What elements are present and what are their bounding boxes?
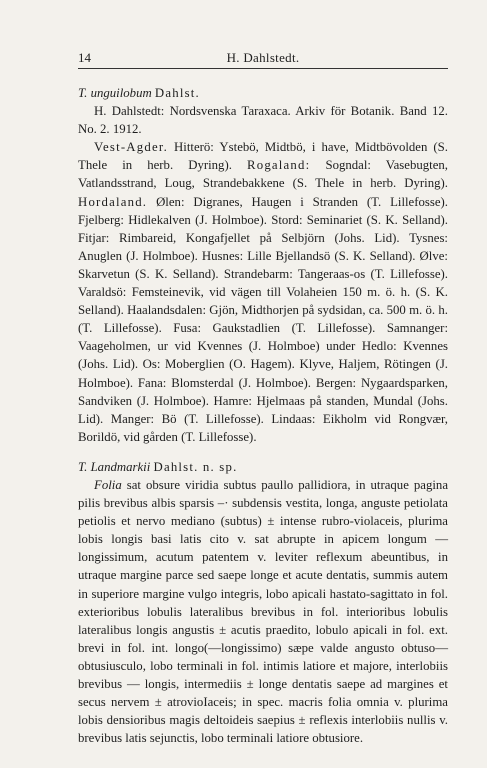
region-name: Rogaland: [246, 158, 311, 173]
running-title: H. Dahlstedt. [226, 50, 300, 65]
locality-text: Hitterö: Ystebö, Midtbö, i have, Midtbövolden (S. Thele in herb. Dyring). [78, 140, 448, 173]
region-name: Hordaland. [78, 194, 148, 209]
species-name: T. unguilobum [78, 86, 152, 100]
region-name: Vest-Agder. [94, 140, 168, 155]
description-lead: Folia [94, 477, 122, 492]
species-heading [78, 458, 448, 476]
species-heading [78, 84, 448, 102]
species-reference: H. Dahlstedt: Nordsvenska Taraxaca. Arkiv för Botanik. Band 12. No. 2. 1912. [78, 104, 448, 137]
body-text [78, 84, 448, 747]
latin-description [78, 476, 448, 747]
page-header [78, 50, 448, 69]
species-author: Dahlst. [154, 86, 200, 100]
page-number: 14 [78, 50, 91, 65]
locality-text: Ølen: Digranes, Haugen i Stranden (T. Lillefosse). Fjelberg: Hidlekalven (J. Holmboe). Stord: Seminariet (S. K. Selland). Fitjar: Rimbareid, Kongafjellet på Selbjörn (Johs. Lid). Tysnes: Anuglen (J. Holmboe). Husnes: Lille Bjellandsö (S. K. Selland). Ølve: Skarvetun (S. K. Selland). Strandebarm: Tangeraas-os (T. Lillefosse). Varaldsö: Femsteinevik, vid vägen till Volaheien 150 m. ö. h. (S. K. Selland). Haalandsdalen: Gjön, Midthorjen på sydsidan, ca. 500 m. ö. h. (T. Lillefosse). Fusa: Gaukstadlien (T. Lillefosse). Samnanger: Vaageholmen, ur vid Kvennes (J. Holmboe) under Hedlo: Kvennes (Johs. Lid). Os: Moberglien (O. Hagem). Klyve, Haljem, Rötingen (J. Holmboe). Fana: Blomsterdal (J. Holmboe). Bergen: Nygaardsparken, Sandviken (J. Holmboe). Hamre: Hjelmaas på standen, Mundal (Johs. Lid). Manger: Bö (T. Lillefosse). Lindaas: Eikholm vid Rongvær, Borildö, vid gården (T. Lillefosse). [78, 194, 448, 444]
locality-text: Sogndal: Vasebugten, Vatlandsstrand, Loug, Strandebakkene (S. Thele in herb. Dyring). [78, 158, 448, 191]
species-author: Dahlst. n. sp. [153, 459, 238, 474]
species-name: T. Landmarkii [78, 459, 151, 474]
locality-paragraph [78, 138, 448, 446]
description-text: sat obsure viridia subtus paullo pallidiora, in utraque pagina pilis brevibus albis sparsis –· subdensis vestita, longa, anguste petiolata petiolis et nervo mediano (subtus) ± intense rubro-violaceis, plurima lobis longis basi latis cito v. sat abrupte in apicem longum — longissimum, acutum patentem v. leviter reflexum abeuntibus, in utraque margine parce sed saepe longe et acute dentatis, summis autem in superiore margine vulgo integris, lobo apicali hastato-sagittato in fol. exterioribus lobulis lateralibus brevibus in fol. interioribus lobulis lateralibus longis angustis ± acutis praedito, lobulo apicali in fol. ext. brevi in fol. int. longo(—longissimo) sæpe valde angusto obtuso—obtusiusculo, lobo terminali in fol. intimis latiore et majore, interlobiis brevibus — longis, intermediis ± longe dentatis saepe ad margines et secus nervem ± atrovioIaceis; in spec. macris folia omnia v. plurima lobis densioribus magis deltoideis saepius ± reflexis interlobiis nullis v. brevibus latis sejunctis, lobo terminali latiore obtusiore. [78, 477, 449, 746]
